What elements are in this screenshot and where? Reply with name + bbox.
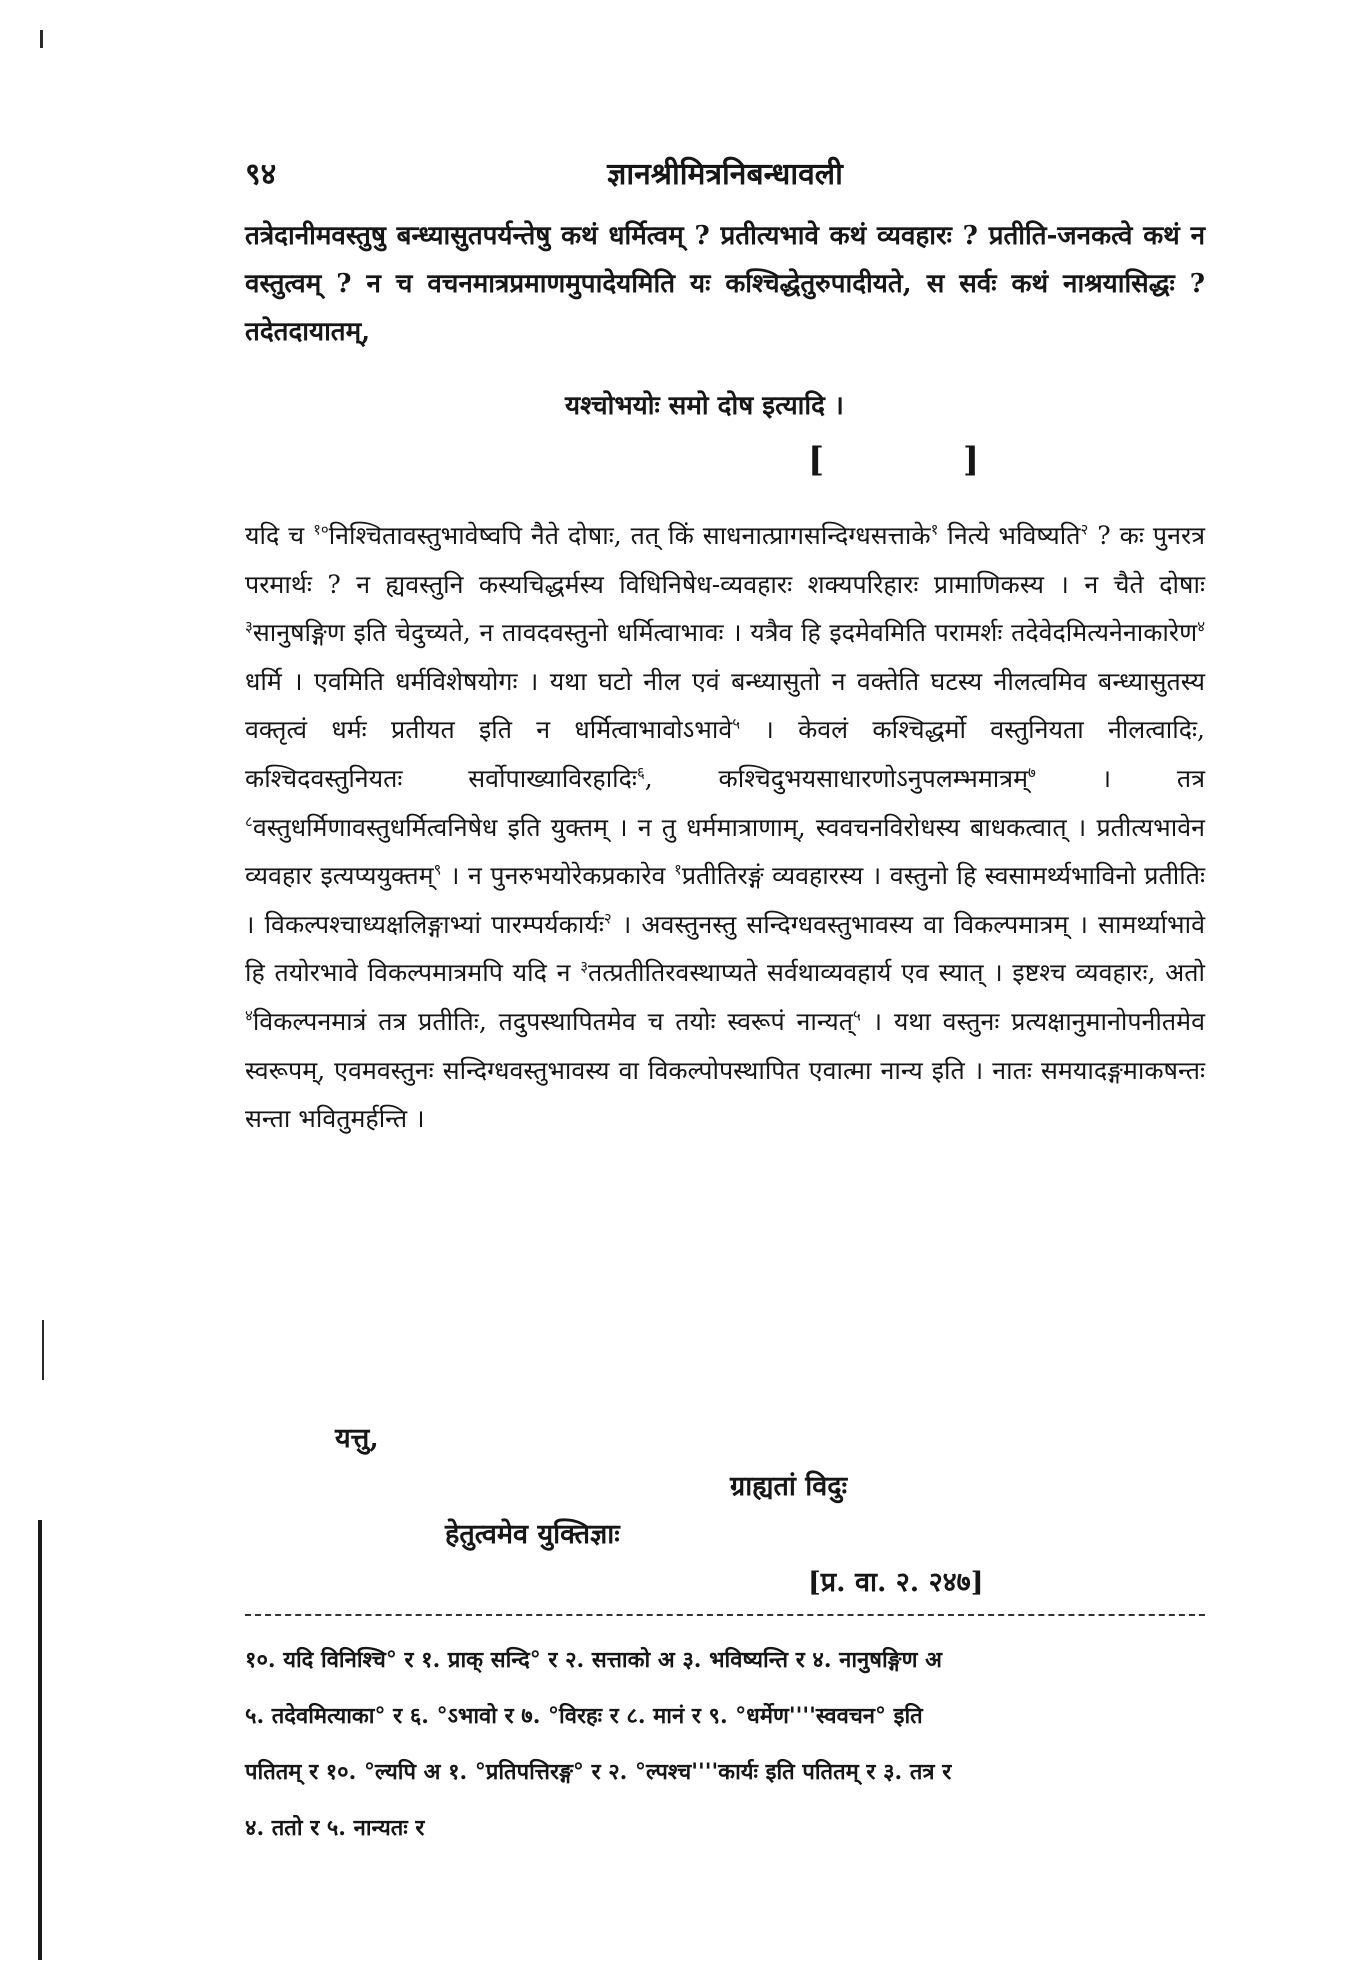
text-run: सानुषङ्गिण इति चेदुच्यते, न तावदवस्तुनो धर्मित्वाभावः । यत्रैव हि इदमेवमिति परामर्शः तदेवेदमित्यनेनाकारेण xyxy=(252,618,1198,648)
footnote-marker: ४ xyxy=(1197,617,1205,636)
footnote-line: ४. ततो र ५. नान्यतः र xyxy=(245,1815,425,1841)
scan-edge-mark xyxy=(38,1520,42,1960)
text-run: वस्तुधर्मिणावस्तुधर्मित्वनिषेध इति युक्तम् । न तु धर्ममात्राणाम्, स्ववचनविरोधस्य बाधकत्वात् । प्रतीत्यभावेन व्यवहार इत्यप्ययुक्तम् xyxy=(245,812,1205,891)
footnote-line: १०. यदि विनिश्चि° र १. प्राक् सन्दि° र २. सत्ताको अ ३. भविष्यन्ति र ४. नानुषङ्गिण अ xyxy=(245,1647,942,1673)
text-run: यदि च xyxy=(245,521,305,550)
footnote-marker: ५ xyxy=(732,715,741,734)
footnote-marker: ८ xyxy=(245,812,253,831)
text-run: प्रतीतिरङ्गं व्यवहारस्य । वस्तुनो हि स्वसामर्थ्यभाविनो प्रतीतिः । विकल्पश्चाध्यक्षलिङ्गाभ्यां पारम्पर्यकार्यः xyxy=(245,861,1205,939)
text-run: निश्चितावस्तुभावेष्वपि नैते दोषाः, तत् किं साधनात्प्रागसन्दिग्धसत्ताके xyxy=(328,521,931,550)
footnote-marker: १ xyxy=(674,860,682,879)
running-title: ज्ञानश्रीमित्रनिबन्धावली xyxy=(607,157,843,192)
footnote-marker: ५ xyxy=(852,1006,861,1025)
text-run: ? कः पुनरत्र परमार्थः ? न ह्यवस्तुनि कस्यचिद्धर्मस्य विधिनिषेध-व्यवहारः शक्यपरिहारः प्रामाणिकस्य । न चैते दोषाः xyxy=(245,521,1206,599)
footnote-marker: ९ xyxy=(433,860,442,879)
footnotes xyxy=(245,1632,1205,1856)
page-number: ९४ xyxy=(245,157,277,192)
footnote-marker: २ xyxy=(603,909,612,928)
verse-line-2: हेतुत्वमेव युक्तिज्ञाः xyxy=(445,1519,620,1550)
bracket-close: ] xyxy=(963,440,980,480)
footnote-marker: ६ xyxy=(636,763,645,782)
footnote-marker: ३ xyxy=(245,617,253,636)
footnote-marker: ४ xyxy=(245,1006,253,1025)
paragraph-2 xyxy=(245,512,1205,1144)
scan-speck xyxy=(40,30,43,48)
verse-citation: [प्र. वा. २. २४७] xyxy=(808,1567,984,1598)
bracket-open: [ xyxy=(808,440,825,480)
footnote-line: ५. तदेवमित्याका° र ६. °ऽभावो र ७. °विरहः र ८. मानं र ९. °धर्मेण''''स्ववचन° इति xyxy=(245,1703,923,1729)
page-header xyxy=(245,152,1205,196)
paragraph-1: तत्रेदानीमवस्तुषु बन्ध्यासुतपर्यन्तेषु कथं धर्मित्वम् ? प्रतीत्यभावे कथं व्यवहारः ? प्रतीति-जनकत्वे कथं न वस्तुत्वम् ? न च वचनमात्रप्रमाणमुपादेयमिति यः कश्चिद्धेतुरुपादीयते, स सर्वः कथं नाश्रयासिद्धः ? तदेतदायातम्, xyxy=(245,221,1205,347)
footnote-line: पतितम् र १०. °ल्यपि अ १. °प्रतिपत्तिरङ्ग° र २. °ल्पश्च''''कार्यः इति पतितम् र ३. तत्र र xyxy=(245,1759,952,1785)
footnote-marker: १ xyxy=(930,520,939,539)
verse-line-1: ग्राह्यतां विदुः xyxy=(730,1471,848,1502)
footnote-divider xyxy=(245,1614,1205,1616)
text-run: विकल्पनमात्रं तत्र प्रतीतिः, तदुपस्थापितमेव च तयोः स्वरूपं नान्यत् xyxy=(252,1006,853,1036)
text-run: । केवलं कश्चिद्धर्मो वस्तुनियता नीलत्वादिः, कश्चिदवस्तुनियतः सर्वोपाख्याविरहादिः xyxy=(245,715,1206,793)
footnote-marker: ७ xyxy=(1028,763,1036,782)
quote-intro: यत्तु, xyxy=(335,1423,379,1454)
text-run: धर्मि । एवमिति धर्मविशेषयोगः । यथा घटो नील एवं बन्ध्यासुतो न वक्तेति घटस्य नीलत्वमिव बन्ध्यासुतस्य वक्तृत्वं धर्मः प्रतीयत इति न धर्मित्वाभावोऽभावे xyxy=(245,666,1205,745)
text-run: , कश्चिदुभयसाधारणोऽनुपलम्भमात्रम् xyxy=(644,763,1029,793)
footnote-marker: १० xyxy=(313,520,329,539)
verse-quote: यश्चोभयोः समो दोष इत्यादि । xyxy=(565,391,844,421)
footnote-marker: २ xyxy=(1080,520,1089,539)
scan-speck xyxy=(42,1320,44,1380)
text-run: तत्प्रतीतिरवस्थाप्यते सर्वथाव्यवहार्य एव स्यात् । इष्टश्च व्यवहारः, अतो xyxy=(588,958,1205,988)
footnote-marker: ३ xyxy=(580,958,589,977)
text-run: । तत्र xyxy=(1101,763,1205,793)
text-run: । अवस्तुनस्तु सन्दिग्धवस्तुभावस्य वा विकल्पमात्रम् । सामर्थ्याभावे हि तयोरभावे विकल्पमात्रमपि यदि न xyxy=(245,909,1205,988)
text-run: नित्ये भविष्यति xyxy=(947,521,1081,550)
text-run: । यथा वस्तुनः प्रत्यक्षानुमानोपनीतमेव स्वरूपम्, एवमवस्तुनः सन्दिग्धवस्तुभावस्य वा विकल्पोपस्थापित एवात्मा नान्य इति । नातः समयादङ्गमाकषन्तः सन्ता भवितुमर्हन्ति । xyxy=(245,1006,1205,1134)
text-run: । न पुनरुभयोरेकप्रकारेव xyxy=(449,861,666,891)
